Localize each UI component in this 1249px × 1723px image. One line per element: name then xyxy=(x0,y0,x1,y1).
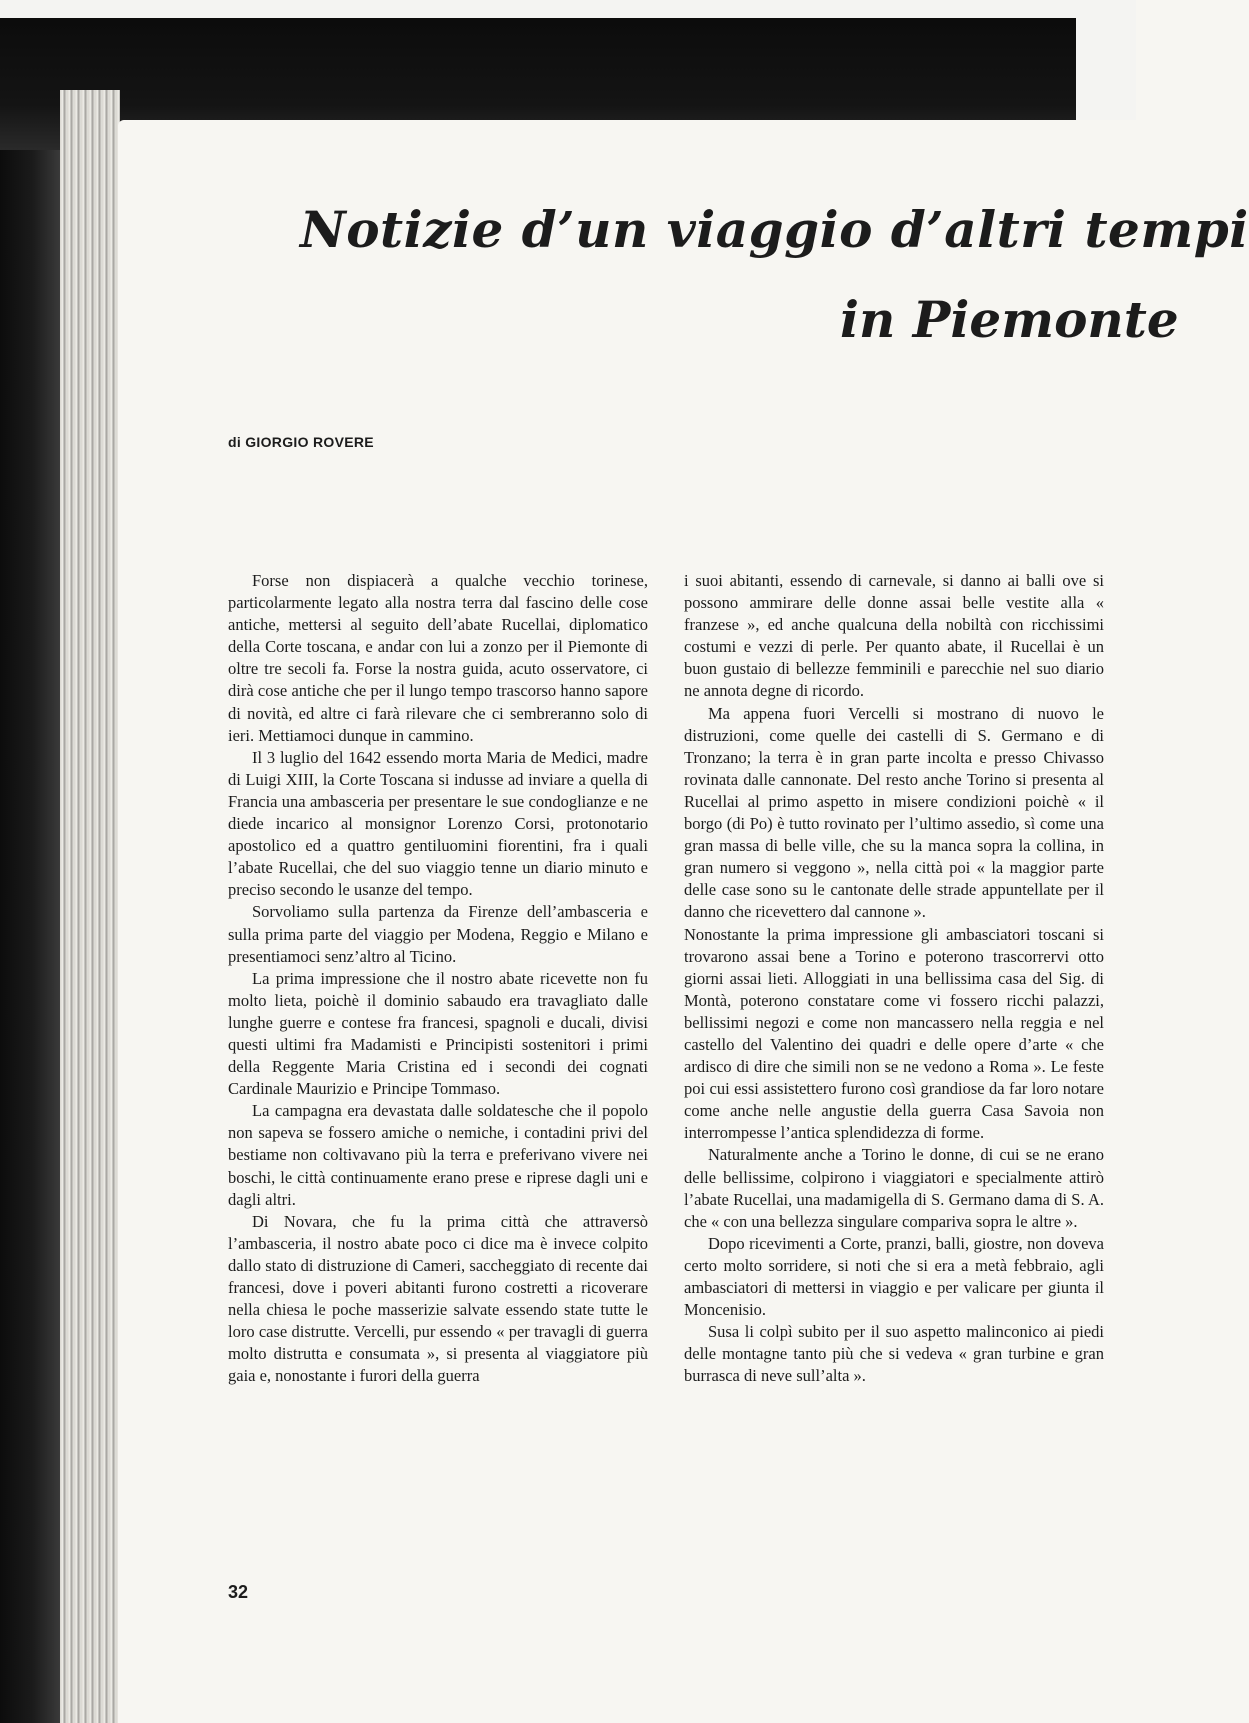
paragraph: Ma appena fuori Vercelli si mostrano di nuovo le distruzioni, come quelle dei castelli di S. Germano e di Tronzano; la terra è in gran parte incolta e presso Chivasso rovinata dalle cannonate. Del resto anche Torino si presenta al Rucellai al primo aspetto in misere condizioni poichè « il borgo (di Po) è tutto rovinato per l’ultimo assedio, sì come una gran massa di belle ville, che su la manca sopra la collina, in gran numero si veggono », nella città poi « la maggior parte delle case sono su le cantonate delle strade appuntellate per il danno che ricevettero dal cannone ». xyxy=(684,703,1104,922)
paragraph: i suoi abitanti, essendo di carnevale, si danno ai balli ove si possono ammirare delle donne assai belle vestite alla « franzese », ed anche qualcuna della nobiltà con ricchissimi costumi e vezzi di perle. Per quanto abate, il Rucellai è un buon gustaio di bellezze femminili e parecchie nel suo diario ne annota degne di ricordo. xyxy=(684,571,1104,701)
paragraph: La campagna era devastata dalle soldatesche che il popolo non sapeva se fossero amiche o nemiche, i contadini privi del bestiame non coltivavano più la terra e preferivano vivere nei boschi, le città continuamente erano prese e riprese dagli uni e dagli altri. xyxy=(228,1101,648,1209)
page-stack-edges xyxy=(60,90,120,1723)
scan-edge-top-light xyxy=(0,0,1136,18)
title-line-1: Notizie d’un viaggio d’altri tempi xyxy=(300,200,1249,259)
paragraph: Dopo ricevimenti a Corte, pranzi, balli, giostre, non doveva certo molto sorridere, si noti che si era a metà febbraio, agli ambasciatori di mettersi in viaggio e per valicare per giunta il Moncenisio. xyxy=(684,1233,1104,1320)
paragraph: Forse non dispiacerà a qualche vecchio torinese, particolarmente legato alla nostra terra dal fascino delle cose antiche, mettersi al seguito dell’abate Rucellai, diplomatico della Corte toscana, e andar con lui a zonzo per il Piemonte di oltre tre secoli fa. Forse la nostra guida, acuto osservatore, ci dirà cose antiche che per il lungo tempo trascorso hanno sapore di novità, ed altre ci farà rilevare che ci sembreranno solo di ieri. Mettiamoci dunque in cammino. xyxy=(228,571,648,745)
paragraph: Nonostante la prima impressione gli ambasciatori toscani si trovarono assai bene a Torino e poterono trascorrervi otto giorni assai lieti. Alloggiati in una bellissima casa del Sig. di Montà, poterono constatare come vi fossero ricchi palazzi, bellissimi negozi e come non mancassero nella reggia e nel castello del Valentino dei quadri e delle opere d’arte « che ardisco di dire che simili non se ne vedono a Roma ». Le feste poi cui essi assistettero furono così grandiose da far loro notare come anche nelle angustie della guerra Casa Savoia non interrompesse l’antica splendidezza di forme. xyxy=(684,924,1104,1143)
left-column xyxy=(228,570,648,1387)
paragraph: Il 3 luglio del 1642 essendo morta Maria de Medici, madre di Luigi XIII, la Corte Toscana si indusse ad inviare a quella di Francia una ambasceria per presentare le sue condoglianze e ne diede incarico al monsignor Lorenzo Corsi, protonotario apostolico ed a quattro gentiluomini fiorentini, fra i quali l’abate Rucellai, che del suo viaggio tenne un diario minuto e preciso secondo le usanze del tempo. xyxy=(228,747,648,900)
right-column xyxy=(684,570,1104,1387)
paragraph: Di Novara, che fu la prima città che attraversò l’ambasceria, il nostro abate poco ci dice ma è invece colpito dallo stato di distruzione di Cameri, saccheggiato di recente dai francesi, dove i poveri abitanti furono costretti a ricoverare nella chiesa le poche masserizie salvate essendo state tutte le loro case distrutte. Vercelli, pur essendo « per travagli di guerra molto distrutta e consumata », si presenta al viaggiatore più gaia e, nonostante i furori della guerra xyxy=(228,1211,648,1386)
paragraph: Susa li colpì subito per il suo aspetto malinconico ai piedi delle montagne tanto più che si vedeva « gran turbine e gran burrasca di neve sull’alta ». xyxy=(684,1322,1104,1386)
paragraph: Naturalmente anche a Torino le donne, di cui se ne erano delle bellissime, colpirono i viaggiatori e specialmente attirò l’abate Rucellai, una madamigella di S. Germano dama di S. A. che « con una bellezza singulare compariva sopra le altre ». xyxy=(684,1145,1104,1231)
page-number: 32 xyxy=(228,1582,249,1602)
paragraph: La prima impressione che il nostro abate ricevette non fu molto lieta, poichè il dominio sabaudo era travagliato dalle lunghe guerre e contese fra francesi, spagnoli e ducali, divisi questi ultimi fra Madamisti e Principisti sostenitori i primi della Reggente Maria Cristina ed i secondi dei cognati Cardinale Maurizio e Principe Tommaso. xyxy=(228,968,648,1099)
byline: di GIORGIO ROVERE xyxy=(228,434,374,450)
paragraph: Sorvoliamo sulla partenza da Firenze dell’ambasceria e sulla prima parte del viaggio per Modena, Reggio e Milano e presentiamoci senz’altro al Ticino. xyxy=(228,902,648,966)
scan-edge-left xyxy=(0,0,60,1723)
title-line-2: in Piemonte xyxy=(840,290,1179,349)
